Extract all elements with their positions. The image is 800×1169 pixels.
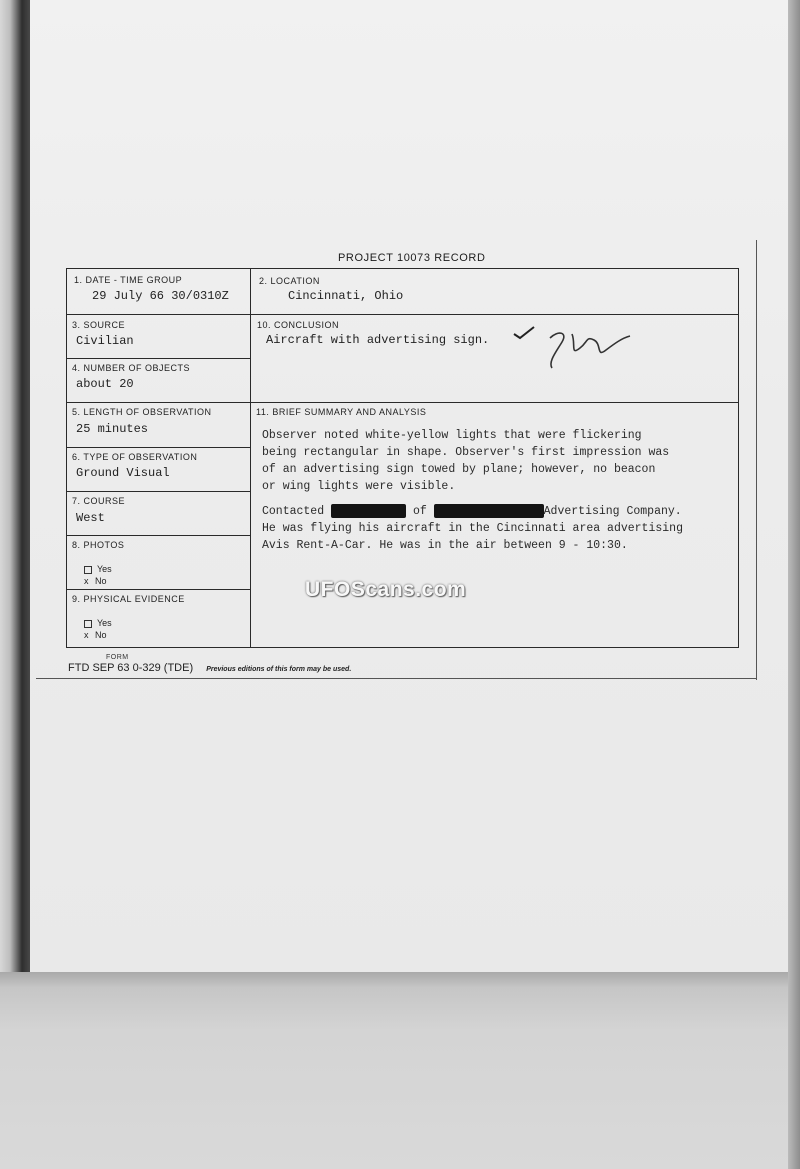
type-value: Ground Visual: [76, 466, 170, 480]
number-of-objects-value: about 20: [76, 377, 134, 391]
checkbox-icon: [84, 620, 92, 628]
length-label: 5. LENGTH OF OBSERVATION: [72, 407, 212, 417]
summary-line: being rectangular in shape. Observer's first impression was: [262, 446, 670, 459]
company-text: Advertising Company.: [543, 505, 682, 518]
film-edge-right: [788, 0, 800, 1169]
form-title: PROJECT 10073 RECORD: [338, 252, 486, 264]
row-divider: [67, 447, 250, 448]
physical-evidence-label: 9. PHYSICAL EVIDENCE: [72, 594, 185, 604]
checked-box-icon: x: [84, 630, 89, 640]
checkbox-icon: [84, 566, 92, 574]
page-bottom-line: [36, 678, 756, 679]
row-divider: [67, 491, 250, 492]
signature-icon: [510, 318, 640, 373]
physical-no-option: x No: [84, 630, 107, 640]
photos-no-option: x No: [84, 576, 107, 586]
form-word: FORM: [106, 654, 129, 661]
form-id: FTD SEP 63 0-329 (TDE): [68, 662, 194, 674]
location-value: Cincinnati, Ohio: [288, 289, 404, 303]
number-of-objects-label: 4. NUMBER OF OBJECTS: [72, 363, 191, 373]
source-value: Civilian: [76, 334, 134, 348]
type-label: 6. TYPE OF OBSERVATION: [72, 452, 198, 462]
summary-line: Avis Rent-A-Car. He was in the air between 9 - 10:30.: [262, 539, 628, 552]
source-label: 3. SOURCE: [72, 320, 126, 330]
row-divider: [67, 402, 738, 403]
row-divider: [67, 314, 738, 315]
physical-yes-option: Yes: [84, 618, 112, 628]
photos-label: 8. PHOTOS: [72, 540, 125, 550]
summary-paragraph-2: [262, 503, 683, 554]
conclusion-value: Aircraft with advertising sign.: [266, 333, 490, 347]
watermark: UFOScans.com: [305, 578, 467, 601]
row-divider: [67, 589, 250, 590]
summary-line: He was flying his aircraft in the Cincinnati area advertising: [262, 522, 683, 535]
conclusion-label: 10. CONCLUSION: [257, 320, 340, 330]
column-divider: [250, 269, 251, 647]
summary-label: 11. BRIEF SUMMARY AND ANALYSIS: [256, 407, 427, 417]
course-value: West: [76, 511, 105, 525]
row-divider: [67, 358, 250, 359]
redaction-bar: [434, 504, 544, 518]
length-value: 25 minutes: [76, 422, 149, 436]
form-note: Previous editions of this form may be used.: [206, 666, 352, 673]
location-label: 2. LOCATION: [259, 276, 320, 286]
summary-line: of an advertising sign towed by plane; however, no beacon: [262, 463, 656, 476]
summary-line: or wing lights were visible.: [262, 480, 456, 493]
of-text: of: [412, 505, 427, 518]
date-time-label: 1. DATE - TIME GROUP: [74, 275, 183, 285]
summary-line: [262, 503, 683, 520]
summary-line: Observer noted white-yellow lights that were flickering: [262, 429, 642, 442]
row-divider: [67, 535, 250, 536]
date-time-value: 29 July 66 30/0310Z: [92, 289, 229, 303]
film-bottom-band: [0, 972, 800, 1169]
contacted-text: Contacted: [262, 505, 325, 518]
summary-paragraph: [262, 427, 669, 495]
redaction-bar: [331, 504, 406, 518]
photos-yes-option: Yes: [84, 564, 112, 574]
course-label: 7. COURSE: [72, 496, 126, 506]
page-edge-line: [756, 240, 757, 680]
form-footer: [68, 662, 351, 674]
checked-box-icon: x: [84, 576, 89, 586]
